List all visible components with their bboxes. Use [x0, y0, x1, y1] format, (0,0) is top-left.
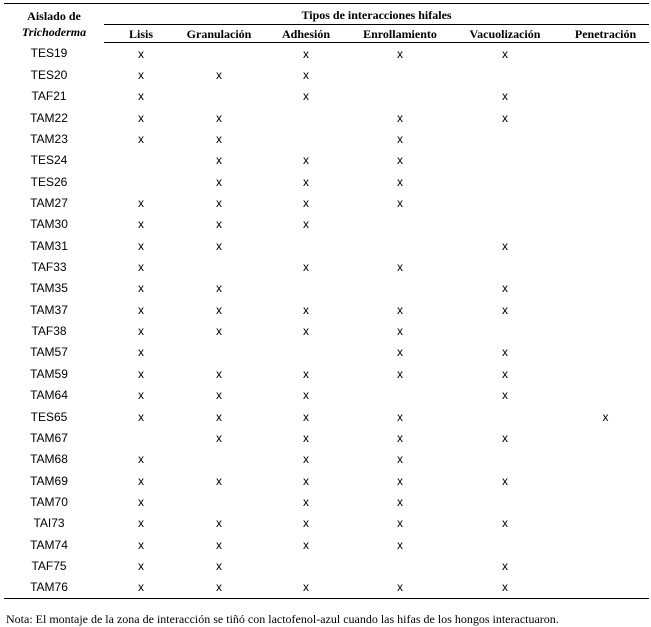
- interaction-mark-cell: [104, 427, 178, 448]
- isolate-id-cell: TAF33: [31, 260, 67, 275]
- table-row: [4, 107, 649, 128]
- interaction-mark-cell: x: [216, 537, 222, 552]
- interaction-mark-cell: x: [216, 153, 222, 168]
- interaction-mark-cell: [562, 256, 649, 277]
- interaction-mark-cell: x: [502, 89, 508, 104]
- interaction-mark-cell: x: [216, 324, 222, 339]
- isolate-header-line1: Aislado de: [27, 9, 81, 23]
- table-row: [4, 320, 649, 341]
- interaction-mark-cell: x: [216, 217, 222, 232]
- interaction-mark-cell: [562, 577, 649, 599]
- interaction-mark-cell: x: [397, 345, 403, 360]
- interaction-mark-cell: [562, 128, 649, 149]
- interaction-mark-cell: x: [303, 409, 309, 424]
- interaction-mark-cell: x: [397, 174, 403, 189]
- isolate-id-cell: TAM30: [30, 217, 68, 232]
- table-row: [4, 278, 649, 299]
- table-row: [4, 406, 649, 427]
- interaction-mark-cell: [448, 64, 562, 85]
- column-header-vacuolizacion: Vacuolización: [448, 25, 562, 43]
- table-row: [4, 491, 649, 512]
- interaction-mark-cell: [562, 107, 649, 128]
- isolate-column-header: [4, 4, 104, 43]
- interaction-mark-cell: x: [138, 132, 144, 147]
- interaction-mark-cell: x: [138, 260, 144, 275]
- table-row: [4, 555, 649, 576]
- isolate-id-cell: TAM68: [30, 452, 68, 467]
- table-row: [4, 128, 649, 149]
- interaction-mark-cell: x: [216, 388, 222, 403]
- table-row: [4, 256, 649, 277]
- interaction-mark-cell: x: [138, 494, 144, 509]
- interaction-mark-cell: x: [216, 302, 222, 317]
- interaction-mark-cell: x: [138, 473, 144, 488]
- table-row: [4, 150, 649, 171]
- interaction-mark-cell: x: [502, 388, 508, 403]
- interaction-mark-cell: x: [138, 196, 144, 211]
- interaction-mark-cell: x: [138, 452, 144, 467]
- isolate-id-cell: TAF21: [31, 89, 67, 104]
- interaction-mark-cell: x: [216, 110, 222, 125]
- interaction-mark-cell: [448, 171, 562, 192]
- interaction-mark-cell: [448, 491, 562, 512]
- column-header-penetracion: Penetración: [562, 25, 649, 43]
- table-row: [4, 235, 649, 256]
- interaction-mark-cell: x: [502, 558, 508, 573]
- interaction-mark-cell: x: [502, 281, 508, 296]
- interaction-mark-cell: [562, 491, 649, 512]
- interaction-mark-cell: x: [602, 409, 609, 424]
- interaction-mark-cell: [178, 43, 260, 65]
- isolate-id-cell: TAM74: [30, 537, 68, 552]
- interaction-mark-cell: [352, 278, 448, 299]
- isolate-id-cell: TES65: [30, 409, 68, 424]
- interaction-mark-cell: x: [397, 516, 403, 531]
- interaction-mark-cell: [260, 107, 352, 128]
- interaction-mark-cell: x: [502, 46, 508, 61]
- interaction-mark-cell: x: [216, 68, 222, 83]
- isolate-id-cell: TAM67: [30, 430, 68, 445]
- interaction-mark-cell: [562, 385, 649, 406]
- interaction-mark-cell: x: [397, 494, 403, 509]
- interaction-mark-cell: x: [138, 388, 144, 403]
- interaction-mark-cell: x: [138, 324, 144, 339]
- interaction-mark-cell: [448, 406, 562, 427]
- interaction-mark-cell: [178, 86, 260, 107]
- interaction-mark-cell: x: [303, 537, 309, 552]
- interaction-mark-cell: [562, 192, 649, 213]
- interaction-mark-cell: x: [104, 577, 178, 599]
- column-header-enrollamiento: Enrollamiento: [352, 25, 448, 43]
- interaction-mark-cell: [448, 449, 562, 470]
- table-row: [4, 427, 649, 448]
- interaction-mark-cell: x: [260, 577, 352, 599]
- interaction-mark-cell: x: [397, 537, 403, 552]
- isolate-id-cell: TAM64: [30, 388, 68, 403]
- interaction-mark-cell: [562, 320, 649, 341]
- table-row: [4, 214, 649, 235]
- isolate-id-cell: TES26: [30, 174, 68, 189]
- interaction-mark-cell: [260, 278, 352, 299]
- interaction-mark-cell: [104, 171, 178, 192]
- interaction-mark-cell: x: [138, 89, 144, 104]
- interaction-mark-cell: x: [138, 345, 144, 360]
- isolate-id-cell: TES20: [30, 68, 68, 83]
- interaction-mark-cell: x: [397, 196, 403, 211]
- isolate-id-cell: TAM69: [30, 473, 68, 488]
- interaction-mark-cell: x: [303, 68, 309, 83]
- interaction-mark-cell: x: [216, 281, 222, 296]
- interaction-mark-cell: x: [178, 577, 260, 599]
- isolate-id-cell: TAF75: [31, 558, 67, 573]
- interaction-mark-cell: x: [303, 196, 309, 211]
- interaction-mark-cell: x: [397, 409, 403, 424]
- interaction-mark-cell: x: [216, 409, 222, 424]
- interaction-mark-cell: [352, 235, 448, 256]
- interaction-mark-cell: x: [397, 324, 403, 339]
- interaction-mark-cell: [352, 64, 448, 85]
- interaction-mark-cell: x: [216, 196, 222, 211]
- interaction-mark-cell: x: [448, 577, 562, 599]
- isolate-id-cell: TAM70: [30, 494, 68, 509]
- interaction-mark-cell: [562, 86, 649, 107]
- table-row: [4, 171, 649, 192]
- interaction-mark-cell: x: [216, 366, 222, 381]
- interaction-mark-cell: x: [303, 260, 309, 275]
- table-row: [4, 363, 649, 384]
- interaction-mark-cell: [562, 278, 649, 299]
- table-row: [4, 86, 649, 107]
- interaction-mark-cell: x: [352, 577, 448, 599]
- interaction-mark-cell: x: [303, 388, 309, 403]
- interaction-mark-cell: x: [303, 452, 309, 467]
- interaction-mark-cell: x: [502, 430, 508, 445]
- interaction-mark-cell: [562, 64, 649, 85]
- column-header-adhesion: Adhesión: [260, 25, 352, 43]
- table-row: [4, 470, 649, 491]
- interaction-mark-cell: [562, 299, 649, 320]
- interaction-mark-cell: x: [138, 537, 144, 552]
- interaction-mark-cell: x: [502, 516, 508, 531]
- interaction-mark-cell: x: [397, 153, 403, 168]
- interaction-mark-cell: x: [303, 153, 309, 168]
- interaction-mark-cell: [178, 449, 260, 470]
- column-header-granulacion: Granulación: [178, 25, 260, 43]
- interaction-mark-cell: [178, 256, 260, 277]
- table-row: [4, 43, 649, 65]
- interaction-mark-cell: x: [138, 366, 144, 381]
- isolate-id-cell: TES24: [30, 153, 68, 168]
- interaction-mark-cell: [562, 449, 649, 470]
- interaction-mark-cell: x: [502, 110, 508, 125]
- interaction-mark-cell: x: [502, 238, 508, 253]
- interaction-mark-cell: [104, 150, 178, 171]
- interaction-mark-cell: [352, 214, 448, 235]
- isolate-id-cell: TAM76: [4, 577, 104, 599]
- interaction-mark-cell: x: [216, 473, 222, 488]
- interaction-mark-cell: x: [138, 46, 144, 61]
- interaction-mark-cell: x: [502, 366, 508, 381]
- interaction-types-group-header: Tipos de interacciones hifales: [104, 4, 649, 25]
- isolate-id-cell: TAF38: [31, 324, 67, 339]
- interaction-mark-cell: x: [397, 473, 403, 488]
- interaction-mark-cell: x: [502, 302, 508, 317]
- isolate-id-cell: TAM31: [30, 238, 68, 253]
- interaction-mark-cell: [260, 235, 352, 256]
- interaction-mark-cell: x: [303, 324, 309, 339]
- interaction-mark-cell: [448, 256, 562, 277]
- interaction-mark-cell: x: [138, 516, 144, 531]
- interaction-mark-cell: [562, 214, 649, 235]
- interaction-mark-cell: x: [138, 110, 144, 125]
- isolate-header-line2: Trichoderma: [21, 25, 87, 39]
- isolate-id-cell: TAM23: [30, 132, 68, 147]
- interaction-mark-cell: x: [303, 217, 309, 232]
- interaction-mark-cell: x: [138, 409, 144, 424]
- interaction-mark-cell: x: [303, 430, 309, 445]
- interaction-mark-cell: [562, 513, 649, 534]
- interaction-mark-cell: x: [397, 46, 403, 61]
- interaction-mark-cell: [448, 128, 562, 149]
- interaction-mark-cell: [448, 320, 562, 341]
- table-row: [4, 449, 649, 470]
- interaction-mark-cell: x: [138, 217, 144, 232]
- interaction-mark-cell: [562, 363, 649, 384]
- table-body: [4, 43, 649, 599]
- interaction-mark-cell: x: [303, 174, 309, 189]
- interaction-mark-cell: [562, 235, 649, 256]
- interaction-mark-cell: x: [138, 238, 144, 253]
- table-row: [4, 385, 649, 406]
- table-row: [4, 513, 649, 534]
- interaction-mark-cell: x: [397, 366, 403, 381]
- table-row: [4, 342, 649, 363]
- interaction-mark-cell: [562, 342, 649, 363]
- table-row: [4, 299, 649, 320]
- interaction-mark-cell: x: [397, 110, 403, 125]
- table-row: [4, 534, 649, 555]
- interaction-mark-cell: [352, 385, 448, 406]
- interaction-mark-cell: x: [303, 366, 309, 381]
- table-row: [4, 64, 649, 85]
- isolate-id-cell: TAM37: [30, 302, 68, 317]
- interaction-mark-cell: x: [216, 132, 222, 147]
- interaction-mark-cell: x: [397, 260, 403, 275]
- table-row: [4, 192, 649, 213]
- interaction-mark-cell: x: [397, 302, 403, 317]
- isolate-id-cell: TAM57: [30, 345, 68, 360]
- interaction-mark-cell: x: [502, 345, 508, 360]
- column-header-lisis: Lisis: [104, 25, 178, 43]
- interaction-mark-cell: x: [303, 473, 309, 488]
- interaction-mark-cell: [178, 491, 260, 512]
- interaction-mark-cell: x: [397, 132, 403, 147]
- interaction-mark-cell: [562, 171, 649, 192]
- interaction-mark-cell: [562, 43, 649, 65]
- interaction-mark-cell: x: [303, 46, 309, 61]
- interaction-mark-cell: x: [138, 558, 144, 573]
- interaction-mark-cell: [562, 470, 649, 491]
- interaction-mark-cell: [448, 534, 562, 555]
- isolate-id-cell: TES19: [30, 46, 68, 61]
- interaction-mark-cell: x: [138, 68, 144, 83]
- interaction-mark-cell: [448, 150, 562, 171]
- interaction-mark-cell: [260, 555, 352, 576]
- interaction-mark-cell: x: [502, 473, 508, 488]
- isolate-id-cell: TAM22: [30, 110, 68, 125]
- interaction-mark-cell: x: [397, 452, 403, 467]
- interaction-mark-cell: x: [216, 558, 222, 573]
- interaction-mark-cell: [352, 86, 448, 107]
- interaction-mark-cell: [448, 192, 562, 213]
- interaction-mark-cell: x: [216, 238, 222, 253]
- interaction-mark-cell: [260, 128, 352, 149]
- isolate-id-cell: TAM27: [30, 196, 68, 211]
- interaction-mark-cell: x: [303, 302, 309, 317]
- interactions-table-container: [4, 3, 649, 599]
- table-row: [4, 577, 649, 599]
- interaction-mark-cell: x: [138, 281, 144, 296]
- interaction-mark-cell: [562, 555, 649, 576]
- interaction-mark-cell: x: [138, 302, 144, 317]
- isolate-id-cell: TAI73: [33, 516, 65, 531]
- interaction-mark-cell: x: [303, 89, 309, 104]
- isolate-id-cell: TAM59: [30, 366, 68, 381]
- table-footnote: Nota: El montaje de la zona de interacción se tiñó con lactofenol-azul cuando las hifas de los hongos interactuaron.: [6, 612, 559, 626]
- interaction-mark-cell: [562, 427, 649, 448]
- interaction-mark-cell: [562, 150, 649, 171]
- interaction-mark-cell: x: [216, 516, 222, 531]
- interaction-mark-cell: x: [397, 430, 403, 445]
- hyphal-interactions-table: [4, 3, 649, 599]
- interaction-mark-cell: [260, 342, 352, 363]
- isolate-id-cell: TAM35: [30, 281, 68, 296]
- interaction-mark-cell: [448, 214, 562, 235]
- interaction-mark-cell: [178, 342, 260, 363]
- interaction-mark-cell: [562, 534, 649, 555]
- interaction-mark-cell: x: [303, 516, 309, 531]
- interaction-mark-cell: x: [216, 430, 222, 445]
- interaction-mark-cell: [352, 555, 448, 576]
- interaction-mark-cell: x: [216, 174, 222, 189]
- interaction-mark-cell: x: [303, 494, 309, 509]
